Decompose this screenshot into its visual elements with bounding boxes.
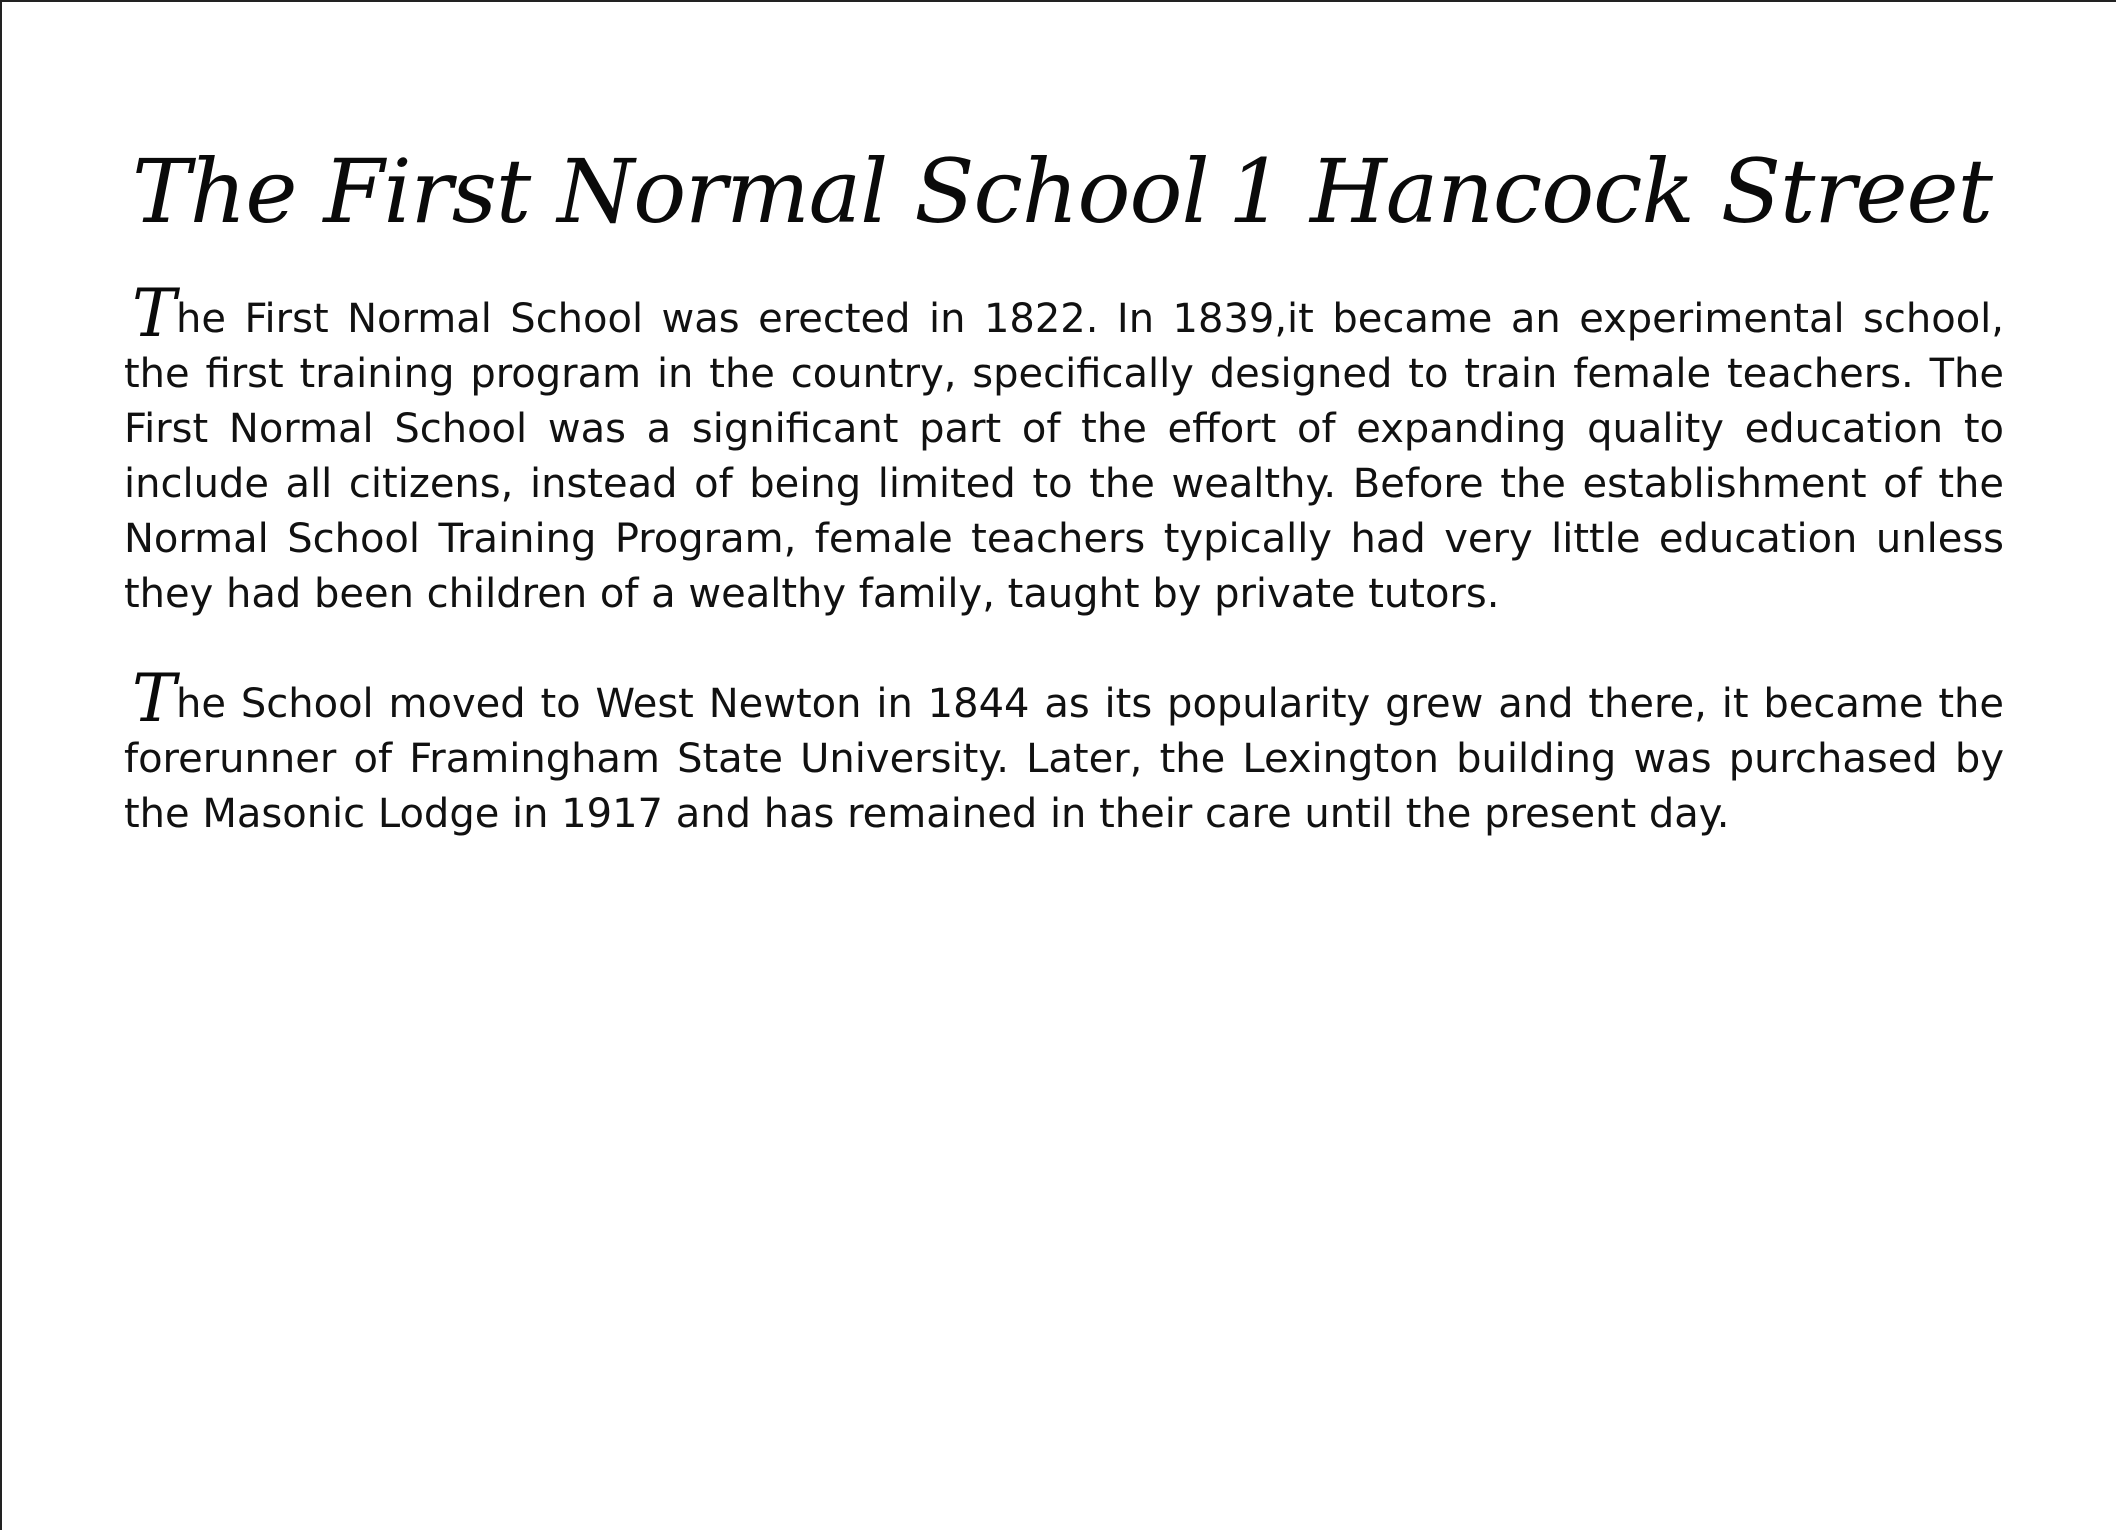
paragraph-history-relocation — [124, 660, 2004, 842]
drop-cap-initial: T — [132, 275, 177, 352]
paragraph-text: he First Normal School was erected in 1822. In 1839,it became an experimental school, the first training program in the country, specifically designed to train female teachers. The First Normal School was a significant part of the effort of expanding quality education to include all citizens, instead of being limited to the wealthy. Before the establishment of the Normal School Training Program, female teachers typically had very little education unless they had been children of a wealthy family, taught by private tutors. — [124, 296, 2004, 617]
page-header — [132, 137, 1992, 247]
paragraph-text: he School moved to West Newton in 1844 as its popularity grew and there, it became the forerunner of Framingham State University. Later, the Lexington building was purchased by the Masonic Lodge in 1917 and has remained in their care until the present day. — [124, 681, 2004, 837]
street-address: 1 Hancock Street — [1228, 140, 1992, 243]
paragraph-history-founding — [124, 275, 2004, 622]
page-title: The First Normal School — [132, 140, 1209, 243]
drop-cap-initial: T — [132, 660, 177, 737]
body-text — [124, 275, 2004, 842]
